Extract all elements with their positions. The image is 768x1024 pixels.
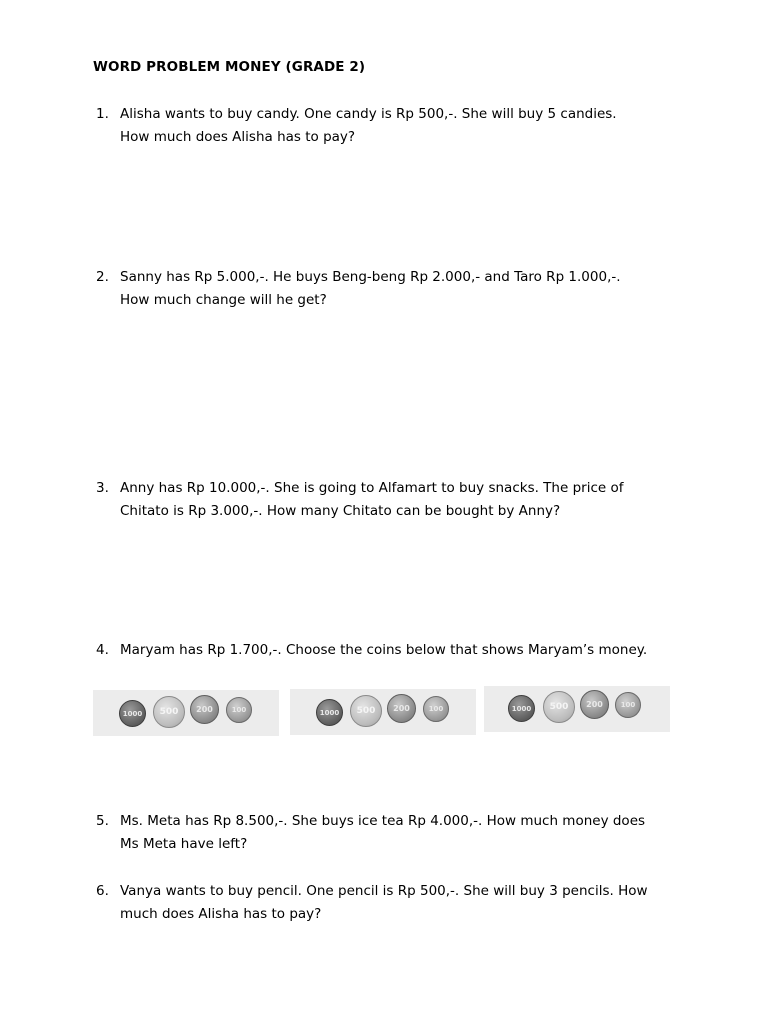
question-line: Ms. Meta has Rp 8.500,-. She buys ice tea Rp 4.000,-. How much money does [120, 813, 646, 829]
coin-200-icon: 200 [387, 694, 416, 723]
question-line: Vanya wants to buy pencil. One pencil is Rp 500,-. She will buy 3 pencils. How [120, 883, 648, 899]
question-line: How much does Alisha has to pay? [120, 129, 356, 145]
coin-option-c[interactable] [484, 686, 670, 732]
question-line: How much change will he get? [120, 292, 327, 308]
question-number: 4. [96, 642, 109, 658]
coin-500-icon: 500 [153, 696, 185, 728]
question-number: 6. [96, 883, 109, 899]
coin-option-a[interactable] [93, 690, 279, 736]
question-line: Sanny has Rp 5.000,-. He buys Beng-beng Rp 2.000,- and Taro Rp 1.000,-. [120, 269, 621, 285]
question-line: Maryam has Rp 1.700,-. Choose the coins below that shows Maryam’s money. [120, 642, 648, 658]
question-line: Alisha wants to buy candy. One candy is Rp 500,-. She will buy 5 candies. [120, 106, 617, 122]
question-line: Anny has Rp 10.000,-. She is going to Alfamart to buy snacks. The price of [120, 480, 624, 496]
coin-200-icon: 200 [580, 690, 609, 719]
question-5 [96, 810, 696, 856]
worksheet-title: WORD PROBLEM MONEY (GRADE 2) [93, 59, 366, 75]
coin-200-icon: 200 [190, 695, 219, 724]
question-1 [96, 103, 696, 149]
question-2 [96, 266, 696, 312]
coin-100-icon: 100 [423, 696, 449, 722]
question-3 [96, 477, 696, 523]
question-number: 2. [96, 269, 109, 285]
question-line: much does Alisha has to pay? [120, 906, 322, 922]
coin-500-icon: 500 [350, 695, 382, 727]
question-6 [96, 880, 696, 926]
coin-1000-icon: 1000 [508, 695, 535, 722]
question-number: 5. [96, 813, 109, 829]
question-number: 3. [96, 480, 109, 496]
coin-1000-icon: 1000 [316, 699, 343, 726]
coin-100-icon: 100 [226, 697, 252, 723]
coin-500-icon: 500 [543, 691, 575, 723]
coin-100-icon: 100 [615, 692, 641, 718]
question-number: 1. [96, 106, 109, 122]
coin-option-b[interactable] [290, 689, 476, 735]
question-4 [96, 639, 696, 662]
coin-1000-icon: 1000 [119, 700, 146, 727]
question-line: Chitato is Rp 3.000,-. How many Chitato can be bought by Anny? [120, 503, 561, 519]
question-line: Ms Meta have left? [120, 836, 248, 852]
